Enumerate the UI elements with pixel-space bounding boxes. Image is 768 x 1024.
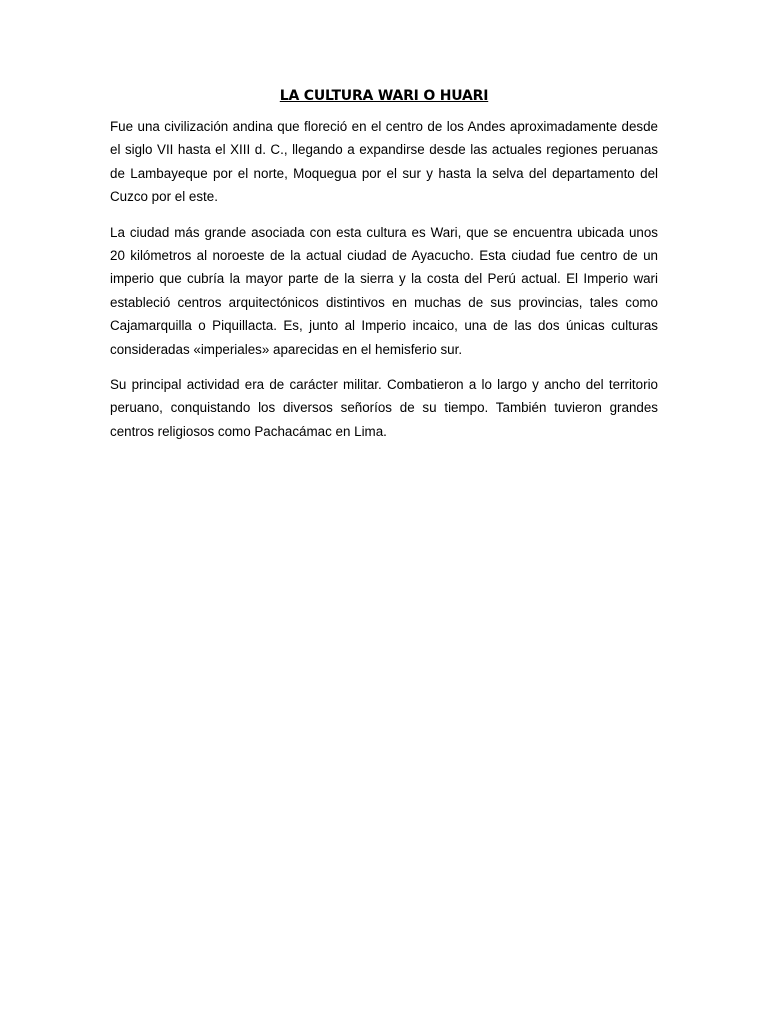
paragraph-1: Fue una civilización andina que floreció en el centro de los Andes aproximadamente desde el siglo VII hasta el XIII d. C., llegando a expandirse desde las actuales regiones peruanas de Lambayeque por el norte, Moquegua por el sur y hasta la selva del departamento del Cuzco por el este. [110,119,658,205]
paragraph-3: Su principal actividad era de carácter militar. Combatieron a lo largo y ancho del territorio peruano, conquistando los diversos señoríos de su tiempo. También tuvieron grandes centros religiosos como Pachacámac en Lima. [110,377,658,439]
document-body [110,115,658,455]
paragraph-2: La ciudad más grande asociada con esta cultura es Wari, que se encuentra ubicada unos 20 kilómetros al noroeste de la actual ciudad de Ayacucho. Esta ciudad fue centro de un imperio que cubría la mayor parte de la sierra y la costa del Perú actual. El Imperio wari estableció centros arquitectónicos distintivos en muchas de sus provincias, tales como Cajamarquilla o Piquillacta. Es, junto al Imperio incaico, una de las dos únicas culturas consideradas «imperiales» aparecidas en el hemisferio sur. [110,224,658,357]
document-title: LA CULTURA WARI O HUARI [279,88,489,104]
